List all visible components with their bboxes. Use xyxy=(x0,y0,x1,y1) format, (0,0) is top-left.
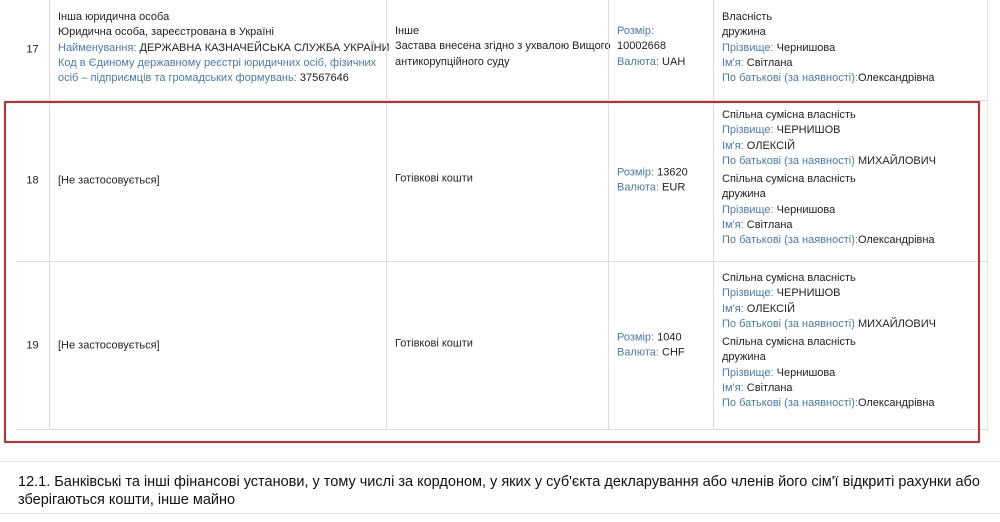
entity-code: 37567646 xyxy=(299,72,349,85)
section-divider xyxy=(0,461,1000,462)
amount-value: 10002668 xyxy=(617,40,666,53)
owner-patronymic: Олександрівна xyxy=(857,72,935,85)
asset-type: Готівкові кошти xyxy=(395,172,473,185)
owner-cell xyxy=(713,0,988,100)
surname-label: Прізвище: xyxy=(722,287,774,300)
entity-name: ДЕРЖАВНА КАЗНАЧЕЙСЬКА СЛУЖБА УКРАЇНИ xyxy=(139,41,390,54)
currency-label: Валюта: xyxy=(617,55,659,68)
surname-label: Прізвище: xyxy=(722,203,774,216)
currency-label: Валюта: xyxy=(617,182,659,194)
entity-code-label: Код в Єдиному державному реєстрі юридичних осіб, фізичних xyxy=(58,56,377,69)
ownership-kind: Спільна сумісна власність xyxy=(722,173,856,186)
currency-value: UAH xyxy=(662,55,686,68)
entity-not-applicable: [Не застосовується] xyxy=(58,174,160,187)
asset-type-cell xyxy=(386,0,611,100)
row-number: 18 xyxy=(26,174,39,187)
owner-surname: Чернишова xyxy=(776,366,836,379)
section-divider-bottom xyxy=(0,513,1000,514)
currency-value: CHF xyxy=(662,346,685,359)
ownership-kind: Спільна сумісна власність xyxy=(722,109,856,121)
table-row xyxy=(16,0,988,101)
ownership-kind: Спільна сумісна власність xyxy=(722,272,856,284)
owner-first-name: Світлана xyxy=(746,219,793,232)
owner-surname: ЧЕРНИШОВ xyxy=(776,287,841,300)
currency-value: EUR xyxy=(662,182,686,194)
entity-name-label: Найменування: xyxy=(58,41,137,54)
owner-first-name: ОЛЕКСІЙ xyxy=(746,139,795,152)
first-name-label: Ім'я: xyxy=(722,139,744,152)
surname-label: Прізвище: xyxy=(722,124,774,137)
surname-label: Прізвище: xyxy=(722,41,774,54)
first-name-label: Ім'я: xyxy=(722,219,744,232)
owner-relation: дружина xyxy=(722,351,766,364)
owner-relation: дружина xyxy=(722,26,766,39)
owner-patronymic: МИХАЙЛОВИЧ xyxy=(857,154,936,167)
first-name-label: Ім'я: xyxy=(722,302,744,315)
amount-value: 13620 xyxy=(657,166,688,179)
amount-label: Розмір: xyxy=(617,25,655,37)
asset-type-description-cont: антикорупційного суду xyxy=(395,55,510,68)
owner-first-name: Світлана xyxy=(746,382,793,395)
owner-first-name: Світлана xyxy=(746,56,793,69)
asset-type: Готівкові кошти xyxy=(395,336,473,349)
owner-surname: Чернишова xyxy=(776,41,836,54)
row-number: 19 xyxy=(26,338,39,351)
row-number-cell xyxy=(16,0,49,100)
entity-registration: Юридична особа, зареєстрована в Україні xyxy=(58,26,274,39)
patronymic-label: По батькові (за наявності) xyxy=(722,154,855,167)
owner-patronymic: МИХАЙЛОВИЧ xyxy=(857,317,936,330)
patronymic-label: По батькові (за наявності): xyxy=(722,72,858,85)
surname-label: Прізвище: xyxy=(722,366,774,379)
owner-relation: дружина xyxy=(722,188,766,201)
owner-patronymic: Олександрівна xyxy=(857,397,935,410)
amount-value: 1040 xyxy=(657,331,682,344)
entity-not-applicable: [Не застосовується] xyxy=(58,338,160,351)
amount-label: Розмір: xyxy=(617,331,655,344)
entity-kind: Інша юридична особа xyxy=(58,11,170,23)
ownership-kind: Власність xyxy=(722,11,773,23)
owner-patronymic: Олександрівна xyxy=(857,234,935,247)
currency-label: Валюта: xyxy=(617,346,659,359)
first-name-label: Ім'я: xyxy=(722,56,744,69)
row-number: 17 xyxy=(26,43,39,56)
entity-code-label-cont: осіб – підприємців та громадських формувань: xyxy=(58,72,297,85)
patronymic-label: По батькові (за наявності) xyxy=(722,317,855,330)
owner-surname: ЧЕРНИШОВ xyxy=(776,124,841,137)
owner-first-name: ОЛЕКСІЙ xyxy=(746,302,795,315)
owner-surname: Чернишова xyxy=(776,203,836,216)
asset-type-description: Застава внесена згідно з ухвалою Вищого xyxy=(395,40,611,53)
highlight-box xyxy=(4,101,980,443)
amount-label: Розмір: xyxy=(617,166,655,179)
entity-cell xyxy=(49,0,390,100)
ownership-kind: Спільна сумісна власність xyxy=(722,336,856,349)
patronymic-label: По батькові (за наявності): xyxy=(722,397,858,410)
section-heading: 12.1. Банківські та інші фінансові установи, у тому числі за кордоном, у яких у суб'єкта декларування або членів його сім'ї відкриті рахунки або зберігаються кошти, інше майно xyxy=(18,474,980,508)
first-name-label: Ім'я: xyxy=(722,382,744,395)
amount-cell xyxy=(608,0,713,100)
patronymic-label: По батькові (за наявності): xyxy=(722,234,858,247)
asset-type: Інше xyxy=(395,25,420,37)
